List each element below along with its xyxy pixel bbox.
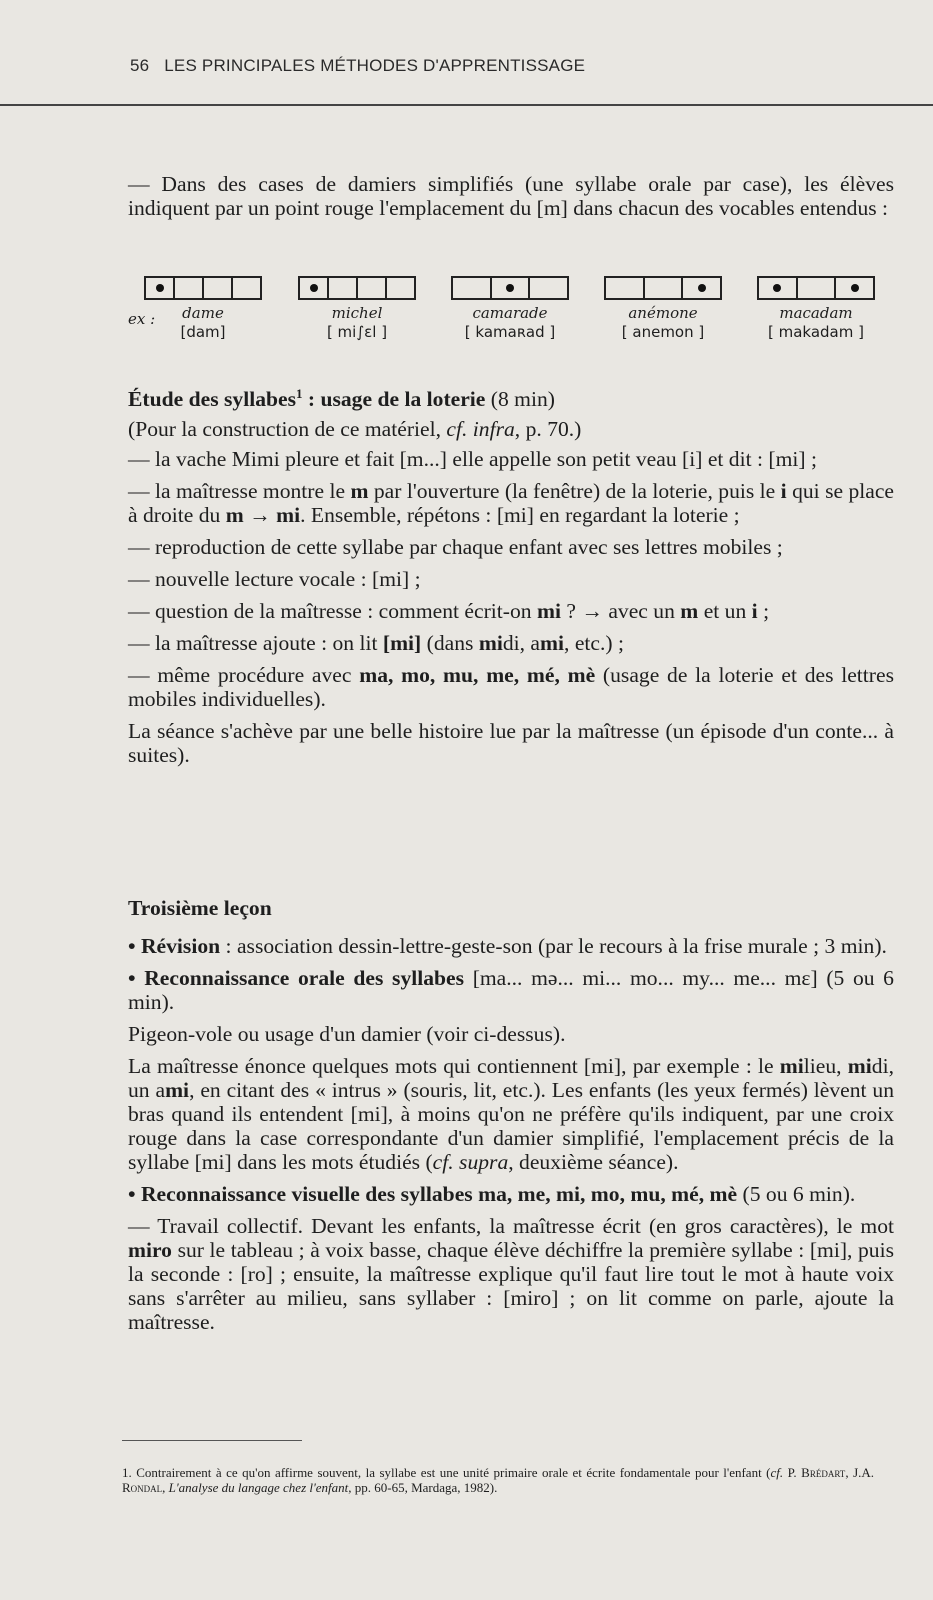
phonetic-transcription: [ anemon ] [621,323,705,341]
handwritten-word: camarade [472,304,548,322]
footnote-rule [122,1440,302,1441]
handwritten-word: michel [331,304,383,322]
damier-grid [451,276,569,300]
running-title: LES PRINCIPALES MÉTHODES D'APPRENTISSAGE [164,56,586,75]
red-dot-marker [156,284,164,292]
red-dot-marker [698,284,706,292]
phonetic-transcription: [ kamaʀad ] [464,323,556,341]
damier-word [298,276,438,341]
step-item: — nouvelle lecture vocale : [mi] ; [128,567,421,592]
phonetic-transcription: [ mi∫ɛl ] [326,323,388,341]
handwritten-word: anémone [628,304,698,322]
damier-grid [144,276,262,300]
red-dot-marker [773,284,781,292]
damier-word [604,276,744,341]
recognition-oral-item: • Reconnaissance orale des syllabes [ma... mə... mi... mo... my... me... mɛ] (5 ou 6 min). [128,966,894,1014]
step-item: — même procédure avec ma, mo, mu, me, mé, mè (usage de la loterie et des lettres mobiles individuelles). [128,663,894,712]
revision-item: • Révision : association dessin-lettre-geste-son (par le recours à la frise murale ; 3 min). [128,934,887,958]
damier-word [451,276,591,341]
red-dot-marker [851,284,859,292]
handwritten-word: dame [182,304,224,322]
damier-word [757,276,897,341]
phonetic-transcription: [ makadam ] [768,323,864,341]
etude-section [128,382,894,767]
step-item: — la maîtresse ajoute : on lit [mi] (dans midi, ami, etc.) ; [128,631,624,656]
intro-block [128,172,894,220]
ex-label: ex : [128,310,156,328]
damier-grid [757,276,875,300]
step-item: — question de la maîtresse : comment écrit-on mi ? → avec un m et un i ; [128,599,770,624]
running-header [130,56,585,76]
troisieme-lecon-section [128,896,894,1334]
intro-paragraph: — Dans des cases de damiers simplifiés (une syllabe orale par case), les élèves indiquent par un point rouge l'emplacement du [m] dans chacun des vocables entendus : [128,172,894,220]
step-item: — reproduction de cette syllabe par chaque enfant avec ses lettres mobiles ; [128,535,783,560]
damiers-example [126,276,906,356]
damier-grid [604,276,722,300]
pigeon-vole-line: Pigeon-vole ou usage d'un damier (voir ci-dessus). [128,1022,566,1046]
header-rule [0,104,933,106]
exercise-paragraph: La maîtresse énonce quelques mots qui contiennent [mi], par exemple : le milieu, midi, un ami, en citant des « intrus » (souris, lit, etc.). Les enfants (les yeux fermés) lèvent un bras quand ils entendent [mi], à moins qu'on ne préfère qu'ils indiquent, par une croix rouge dans la case correspondante d'un damier simplifié, l'emplacement précis de la syllabe [mi] dans les mots étudiés (cf. supra, deuxième séance). [128,1054,895,1174]
step-item: — la vache Mimi pleure et fait [m...] elle appelle son petit veau [i] et dit : [mi] ; [128,447,817,472]
red-dot-marker [310,284,318,292]
section-heading: Étude des syllabes$^1$ : usage de la loterie (8 min) [128,386,555,412]
footnote: 1. Contrairement à ce qu'on affirme souvent, la syllabe est une unité primaire orale et écrite fondamentale pour l'enfant (cf. P. Brédart, J.A. Rondal, L'analyse du langage chez l'enfant, pp. 60-65, Mardaga, 1982). [122,1465,875,1495]
page-number: 56 [130,56,150,75]
damier-word [144,276,284,341]
section-heading: Troisième leçon [128,896,272,920]
recognition-visual-item: • Reconnaissance visuelle des syllabes ma, me, mi, mo, mu, mé, mè (5 ou 6 min). [128,1182,856,1206]
phonetic-transcription: [dam] [180,323,226,341]
step-item: — la maîtresse montre le m par l'ouverture (la fenêtre) de la loterie, puis le i qui se place à droite du m → mi. Ensemble, répétons : [mi] en regardant la loterie ; [128,479,895,528]
damier-grid [298,276,416,300]
closing-paragraph: La séance s'achève par une belle histoire lue par la maîtresse (un épisode d'un conte... à suites). [128,719,894,768]
collective-work-paragraph: — Travail collectif. Devant les enfants, la maîtresse écrit (en gros caractères), le mot miro sur le tableau ; à voix basse, chaque élève déchiffre la première syllabe : [mi], puis la seconde : [ro] ; ensuite, la maîtresse explique qu'il faut lire tout le mot à haute voix sans s'arrêter au milieu, sans syllaber : [miro] ; on lit comme on parle, ajoute la maîtresse. [128,1214,894,1334]
red-dot-marker [506,284,514,292]
handwritten-word: macadam [779,304,853,322]
construction-note: (Pour la construction de ce matériel, cf. infra, p. 70.) [128,417,582,442]
